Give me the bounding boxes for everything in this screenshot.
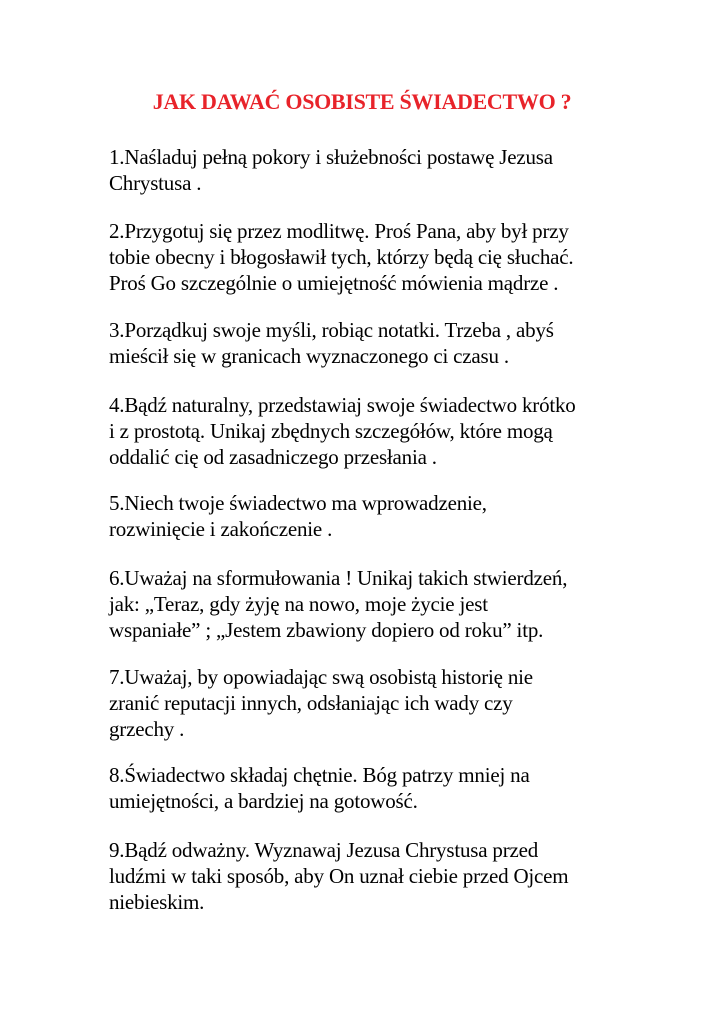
list-item: [109, 392, 669, 470]
item-line: rozwinięcie i zakończenie .: [109, 517, 333, 541]
item-line: 8.Świadectwo składaj chętnie. Bóg patrzy mniej na: [109, 763, 530, 787]
item-line: Chrystusa .: [109, 171, 202, 195]
item-line: 2.Przygotuj się przez modlitwę. Proś Pana, aby był przy: [109, 219, 569, 243]
item-line: jak: „Teraz, gdy żyję na nowo, moje życie jest: [109, 592, 488, 616]
item-line: tobie obecny i błogosławił tych, którzy będą cię słuchać.: [109, 245, 574, 269]
list-item: [109, 565, 669, 643]
item-line: grzechy .: [109, 717, 185, 741]
item-line: i z prostotą. Unikaj zbędnych szczegółów, które mogą: [109, 419, 553, 443]
item-line: wspaniałe” ; „Jestem zbawiony dopiero od roku” itp.: [109, 618, 544, 642]
item-line: Proś Go szczególnie o umiejętność mówienia mądrze .: [109, 271, 559, 295]
list-item: [109, 218, 669, 296]
item-line: 9.Bądź odważny. Wyznawaj Jezusa Chrystusa przed: [109, 838, 539, 862]
item-line: 5.Niech twoje świadectwo ma wprowadzenie,: [109, 491, 487, 515]
list-item: [109, 837, 669, 915]
list-item: [109, 144, 669, 196]
item-line: umiejętności, a bardziej na gotowość.: [109, 789, 418, 813]
item-line: 3.Porządkuj swoje myśli, robiąc notatki. Trzeba , abyś: [109, 318, 554, 342]
item-line: 4.Bądź naturalny, przedstawiaj swoje świadectwo krótko: [109, 393, 576, 417]
item-line: 1.Naśladuj pełną pokory i służebności postawę Jezusa: [109, 145, 553, 169]
item-line: niebieskim.: [109, 890, 205, 914]
item-line: 6.Uważaj na sformułowania ! Unikaj takich stwierdzeń,: [109, 566, 568, 590]
item-line: 7.Uważaj, by opowiadając swą osobistą historię nie: [109, 665, 533, 689]
list-item: [109, 317, 669, 369]
item-line: oddalić cię od zasadniczego przesłania .: [109, 445, 437, 469]
item-line: zranić reputacji innych, odsłaniając ich wady czy: [109, 691, 513, 715]
list-item: [109, 664, 669, 742]
item-line: mieścił się w granicach wyznaczonego ci czasu .: [109, 344, 509, 368]
item-line: ludźmi w taki sposób, aby On uznał ciebie przed Ojcem: [109, 864, 569, 888]
document-title: JAK DAWAĆ OSOBISTE ŚWIADECTWO ?: [152, 89, 572, 114]
list-item: [109, 490, 669, 542]
list-item: [109, 762, 669, 814]
